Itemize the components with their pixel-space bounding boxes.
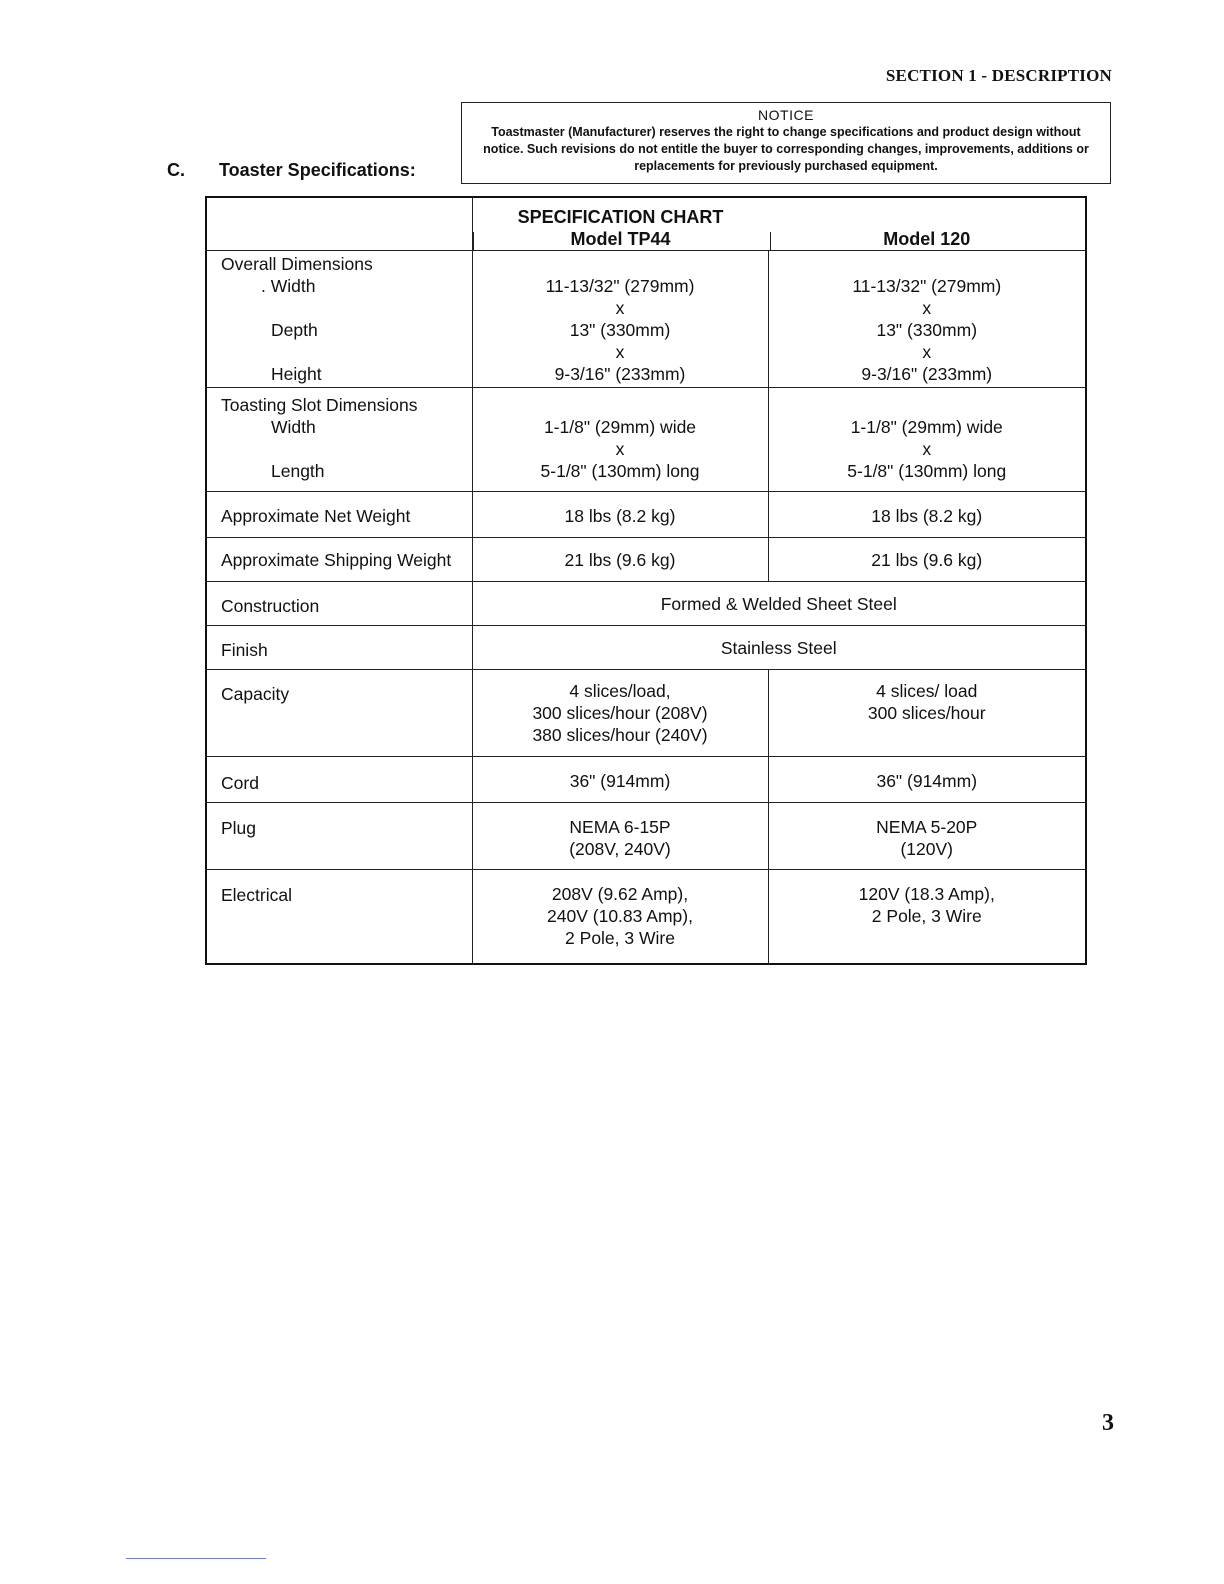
row-cord: [207, 757, 1085, 803]
label-overall-dimensions: [207, 251, 472, 388]
tp44-net-weight: 18 lbs (8.2 kg): [472, 492, 768, 538]
header-empty-cell: [207, 198, 472, 251]
tp44-electrical: [472, 870, 768, 963]
row-capacity: [207, 670, 1085, 757]
m120-electrical-wiring: 2 Pole, 3 Wire: [871, 906, 982, 926]
tp44-plug-voltage: (208V, 240V): [569, 839, 671, 859]
heading-letter: C.: [167, 160, 185, 180]
m120-slot-length: 5-1/8" (130mm) long: [847, 461, 1007, 481]
label-net-weight: Approximate Net Weight: [207, 492, 472, 538]
label-capacity: Capacity: [207, 670, 472, 757]
page-number: 3: [1102, 1410, 1114, 1436]
tp44-plug-type: NEMA 6-15P: [569, 817, 671, 837]
tp44-electrical-208v: 208V (9.62 Amp),: [551, 884, 689, 904]
row-shipping-weight: [207, 538, 1085, 582]
tp44-slot-x: x: [615, 439, 625, 459]
label-shipping-weight: Approximate Shipping Weight: [207, 538, 472, 582]
m120-net-weight: 18 lbs (8.2 kg): [768, 492, 1085, 538]
section-header: SECTION 1 - DESCRIPTION: [885, 66, 1112, 85]
tp44-plug: [472, 803, 768, 870]
row-construction: [207, 582, 1085, 626]
chart-title-cell: [472, 198, 1085, 251]
label-finish: Finish: [207, 626, 472, 670]
label-construction: Construction: [207, 582, 472, 626]
m120-slot-width: 1-1/8" (29mm) wide: [850, 417, 1003, 437]
tp44-dim-x1: x: [615, 298, 625, 318]
label-overall-dimensions-title: Overall Dimensions: [221, 254, 373, 274]
tp44-slot-width: 1-1/8" (29mm) wide: [543, 417, 697, 437]
m120-dim-x2: x: [922, 342, 932, 362]
m120-capacity-hour: 300 slices/hour: [867, 703, 986, 723]
label-cord: Cord: [207, 757, 472, 803]
tp44-capacity-load: 4 slices/load,: [569, 681, 671, 701]
tp44-width: 11-13/32" (279mm): [545, 276, 695, 296]
label-depth: Depth: [271, 320, 318, 340]
tp44-dim-x2: x: [615, 342, 625, 362]
label-slot-width: Width: [271, 417, 316, 437]
label-height: Height: [271, 364, 322, 384]
heading-title: Toaster Specifications:: [219, 160, 416, 180]
tp44-capacity: [472, 670, 768, 757]
tp44-depth: 13" (330mm): [569, 320, 671, 340]
specification-chart: [205, 196, 1087, 965]
row-finish: [207, 626, 1085, 670]
tp44-height: 9-3/16" (233mm): [554, 364, 686, 384]
construction-value: Formed & Welded Sheet Steel: [472, 582, 1085, 626]
m120-electrical: [768, 870, 1085, 963]
tp44-slot: [472, 388, 768, 492]
m120-width: 11-13/32" (279mm): [852, 276, 1002, 296]
m120-plug: [768, 803, 1085, 870]
tp44-electrical-wiring: 2 Pole, 3 Wire: [565, 928, 675, 948]
chart-title: SPECIFICATION CHART: [517, 207, 724, 227]
m120-plug-voltage: (120V): [900, 839, 954, 859]
m120-dimensions: [768, 251, 1085, 388]
tp44-capacity-240v: 380 slices/hour (240V): [532, 725, 708, 745]
tp44-electrical-240v: 240V (10.83 Amp),: [547, 906, 693, 926]
tp44-slot-length: 5-1/8" (130mm) long: [540, 461, 700, 481]
tp44-dimensions: [472, 251, 768, 388]
spec-heading: [167, 160, 416, 181]
label-slot-length: Length: [271, 461, 325, 481]
model-tp44-header: Model TP44: [570, 229, 671, 249]
m120-plug-type: NEMA 5-20P: [876, 817, 978, 837]
notice-body: Toastmaster (Manufacturer) reserves the right to change specifications and product design without notice. Such revisions do not entitle the buyer to corresponding changes, improvements, additions or replacements for previously purchased equipment.: [483, 125, 1089, 173]
tp44-capacity-208v: 300 slices/hour (208V): [532, 703, 708, 723]
spec-table: [207, 198, 1085, 963]
label-electrical: Electrical: [207, 870, 472, 963]
label-width: . Width: [261, 276, 316, 296]
m120-cord: 36" (914mm): [768, 757, 1085, 803]
label-toasting-slot-title: Toasting Slot Dimensions: [221, 395, 418, 415]
row-toasting-slot: [207, 388, 1085, 492]
chart-header-row: [207, 198, 1085, 251]
row-net-weight: [207, 492, 1085, 538]
m120-capacity-load: 4 slices/ load: [876, 681, 978, 701]
label-toasting-slot: [207, 388, 472, 492]
notice-title: NOTICE: [758, 107, 814, 123]
m120-dim-x1: x: [922, 298, 932, 318]
m120-depth: 13" (330mm): [876, 320, 978, 340]
row-electrical: [207, 870, 1085, 963]
model-120-header: Model 120: [883, 229, 971, 249]
row-overall-dimensions: [207, 251, 1085, 388]
tp44-shipping-weight: 21 lbs (9.6 kg): [472, 538, 768, 582]
m120-electrical-120v: 120V (18.3 Amp),: [858, 884, 995, 904]
m120-capacity: [768, 670, 1085, 757]
m120-height: 9-3/16" (233mm): [861, 364, 993, 384]
m120-shipping-weight: 21 lbs (9.6 kg): [768, 538, 1085, 582]
notice-box: [461, 102, 1111, 184]
tp44-cord: 36" (914mm): [472, 757, 768, 803]
footer-rule: [126, 1558, 266, 1559]
finish-value: Stainless Steel: [472, 626, 1085, 670]
m120-slot: [768, 388, 1085, 492]
m120-slot-x: x: [922, 439, 932, 459]
row-plug: [207, 803, 1085, 870]
label-plug: Plug: [207, 803, 472, 870]
